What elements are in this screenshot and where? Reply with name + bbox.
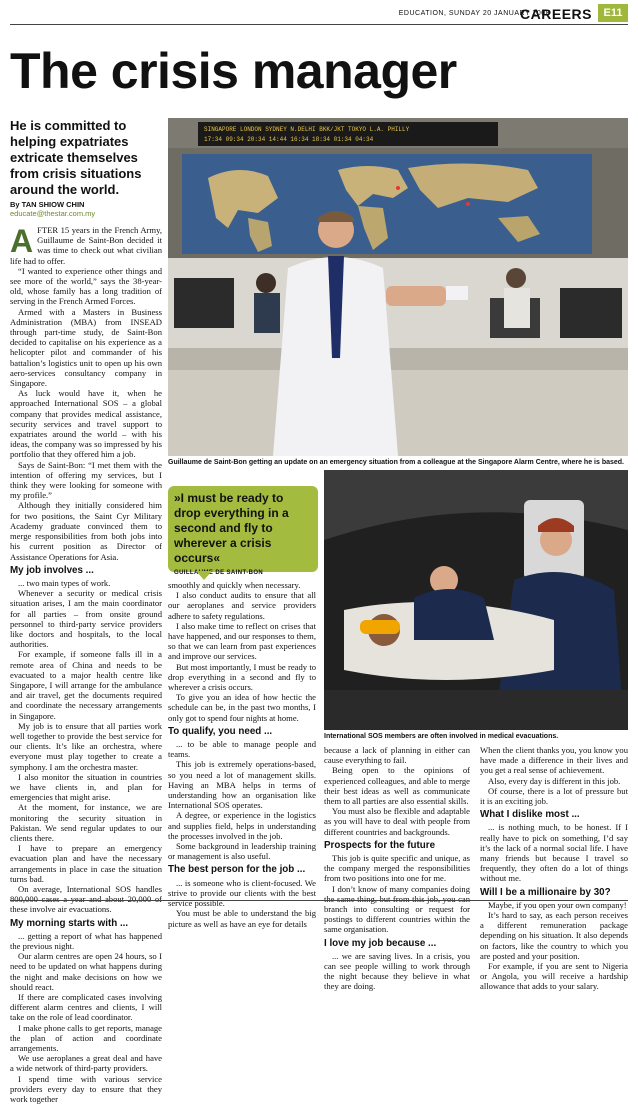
paragraph: For example, if you are sent to Nigeria or Angola, you will receive a hardship allowance that adds to your salary. [480, 961, 628, 992]
article-column-2 [168, 580, 316, 929]
paragraph: Some background in leadership training or management is also useful. [168, 841, 316, 862]
paragraph: This job is extremely operations-based, so you need a lot of management skills. Having an MBA helps in terms of understanding how an organisation like International SOS operates. [168, 759, 316, 811]
subhead-prospects: Prospects for the future [324, 839, 436, 851]
photo-alarm-centre [168, 118, 628, 456]
paragraph: ... is someone who is client-focused. We strive to provide our clients with the best service possible. [168, 877, 316, 909]
clock-board-cities: SINGAPORE LONDON SYDNEY N.DELHI BKK/JKT TOKYO L.A. PHILLY [204, 126, 410, 133]
paragraph: ... two main types of work. [18, 577, 111, 588]
article-column-3 [324, 745, 470, 992]
byline [10, 200, 160, 218]
paragraph: because a lack of planning in either can cause everything to fail. [324, 745, 470, 766]
article-column-4 [480, 745, 628, 992]
section-name: CAREERS [520, 6, 592, 22]
paragraph: If there are complicated cases involving different alarm centres and clients, I will take on the role of lead coordinator. [10, 992, 162, 1023]
paragraph: A degree, or experience in the logistics and supplies field, helps in understanding the processes involved in the job. [168, 810, 316, 841]
paragraph: When the client thanks you, you know you have made a difference in their lives and you get a real sense of achievement. [480, 745, 628, 776]
paragraph: “I wanted to experience other things and see more of the world,” says the 38-year-old, whose family has a long tradition of serving in the French Armed Forces. [10, 265, 162, 307]
byline-name: By TAN SHIOW CHIN [10, 200, 85, 209]
byline-email[interactable]: educate@thestar.com.my [10, 209, 96, 218]
paragraph: smoothly and quickly when necessary. [168, 580, 301, 590]
pull-quote-source: GUILLAUME DE SAINT-BON [174, 570, 264, 576]
paragraph: I also conduct audits to ensure that all our aeroplanes and service providers adhere to safety regulations. [168, 590, 316, 621]
photo-evacuation [324, 470, 628, 730]
paragraph: But most importantly, I must be ready to drop everything in a second and fly to wherever a crisis occurs. [168, 661, 316, 693]
lead-paragraph [10, 225, 162, 266]
paragraph: Maybe, if you open your own company! [488, 899, 627, 910]
pull-quote-text: »I must be ready to drop everything in a second and fly to wherever a crisis occurs« [174, 491, 289, 565]
subhead-love-my-job: I love my job because ... [324, 937, 437, 949]
standfirst: He is committed to helping expatriates extricate themselves from crisis situations around the world. [10, 118, 142, 197]
paragraph: ... we are saving lives. In a crisis, you can see people willing to work through the night because they believe in what they are doing. [324, 950, 470, 992]
subhead-my-job-involves: My job involves ... [10, 564, 94, 576]
paragraph: On average, International SOS handles 800,000 cases a year and about 20,000 of these involve air evacuations. [10, 884, 162, 915]
subhead-morning: My morning starts with ... [10, 917, 129, 929]
paragraph: Says de Saint-Bon: “I met them with the intention of offering my services, but I think they were looking for someone with my profile.” [10, 459, 162, 501]
paragraph: I also monitor the situation in countries we have clients in, and plan for emergencies that might arise. [10, 771, 162, 803]
subhead-millionaire: Will I be a millionaire by 30? [480, 886, 611, 898]
evacuation-photo [324, 470, 628, 730]
page-number: E11 [598, 4, 628, 22]
paragraph: I have to prepare an emergency evacuation plan and have the necessary arrangements in place in case the situation turns bad. [10, 843, 162, 884]
paragraph: It’s hard to say, as each person receives a different remuneration package depending on his situation. It also depends on factors, like the country to which you are posted and your position. [480, 910, 628, 961]
footer-rule [10, 900, 628, 901]
paragraph: You must also be flexible and adaptable as you will have to deal with people from different countries and backgrounds. [324, 806, 470, 837]
top-photo-caption: Guillaume de Saint-Bon getting an update on an emergency situation from a colleague at the Singapore Alarm Centre, where he is based. [168, 459, 624, 466]
subhead-dislike: What I dislike most ... [480, 809, 580, 821]
paragraph: Also, every day is different in this job. [488, 775, 621, 786]
paragraph: Although they initially considered him for two positions, the Saint Cyr Military Academy graduate convinced them to merge responsibilities from both jobs into his current position as Director of Assistance Operations for Asia. [10, 500, 162, 562]
paragraph: We use aeroplanes a great deal and have a wide network of third-party providers. [10, 1053, 162, 1074]
paragraph: For example, if someone falls ill in a remote area of China and needs to be evacuated to a major health centre like Singapore, I will arrange for the ambulance and air travel, get the documents required and coordinate the necessary arrangements in Singapore. [10, 649, 162, 721]
lead-text: FTER 15 years in the French Army, Guillaume de Saint-Bon decided it was time to check out what civilian life had to offer. [10, 225, 162, 266]
paragraph: This job is quite specific and unique, as the company merged the responsibilities from two positions into one for me. [324, 853, 470, 884]
paragraph: I spend time with various service providers every day to ensure that they work together [10, 1073, 162, 1104]
paragraph: At the moment, for instance, we are monitoring the security situation in Pakistan. We send regular updates to our clients there. [10, 802, 162, 843]
clock-board-times: 17:34 09:34 20:34 14:44 16:34 18:34 01:34 04:34 [204, 136, 374, 143]
paragraph: Of course, there is a lot of pressure but it is an exciting job. [480, 785, 628, 807]
article-column-1 [10, 223, 162, 1104]
page-header [10, 4, 628, 26]
date-line: EDUCATION, SUNDAY 20 JANUARY 2008 [398, 10, 550, 17]
paragraph: I also make time to reflect on crises that have happened, and our responses to them, so that we can learn from past experiences and improve our services. [168, 620, 316, 662]
drop-cap: A [10, 223, 34, 259]
headline: The crisis manager [10, 43, 457, 99]
paragraph: Whenever a security or medical crisis situation arises, I am the main coordinator for all parties – from onsite ground personnel to third-party service providers like doctors and hospitals, to the local authorities. [10, 588, 162, 650]
paragraph: Armed with a Masters in Business Administration (MBA) from INSEAD through part-time study, de Saint-Bon decided to capitalise on his experience as a helicopter pilot and commander of his battalion’s logistics unit to open up his own aero-services consultancy company in Singapore. [10, 306, 162, 389]
paragraph: To give you an idea of how hectic the schedule can be, in the past two months, I only got to spend four nights at home. [168, 692, 316, 723]
subhead-to-qualify: To qualify, you need ... [168, 725, 273, 737]
paragraph: Being open to the opinions of experienced colleagues, and able to merge their best ideas as well as communicate them to all parties are also essential skills. [324, 765, 470, 807]
paragraph: I don’t know of many companies doing the same thing, but from this job, you can branch into consulting or request for postings to different countries within the same organisation. [324, 883, 470, 935]
subhead-best-person: The best person for the job ... [168, 864, 306, 876]
header-rule [10, 24, 628, 25]
alarm-centre-photo [168, 118, 628, 456]
pull-quote [168, 486, 318, 576]
pull-quote-tail [196, 571, 212, 580]
paragraph: My job is to ensure that all parties work well together to provide the best service for our clients. It’s like an orchestra, where everyone must play together to create a symphony. I am the orchestra master. [10, 720, 162, 772]
paragraph: ... is nothing much, to be honest. If I really have to pick on something, I’d say it’s the lack of a normal social life. I have many friends but because I travel so frequently, they often do a lot of things without me. [480, 822, 628, 884]
paragraph: I make phone calls to get reports, manage the plan of action and coordinate arrangements. [10, 1022, 162, 1054]
paragraph: Our alarm centres are open 24 hours, so I need to be updated on what happens during the night and make decisions on how we should react. [10, 951, 162, 992]
paragraph: You must be able to understand the big picture as well as have an eye for details [168, 908, 316, 929]
paragraph: ... to be able to manage people and teams. [168, 739, 316, 760]
paragraph: As luck would have it, when he approached International SOS – a global company that provides medical assistance, security services and travel support to expatriates around the world – with his ideas, the company was so impressed by his portfolio that they offered him a job. [10, 388, 162, 460]
bottom-photo-caption: International SOS members are often involved in medical evacuations. [324, 733, 559, 740]
paragraph: ... getting a report of what has happened the previous night. [10, 930, 162, 952]
